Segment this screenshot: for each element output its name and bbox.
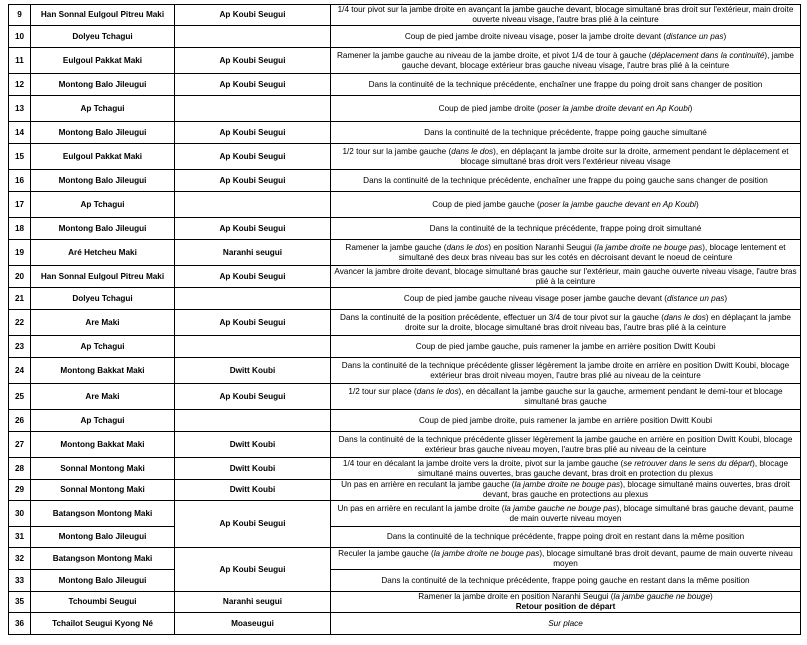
table-row <box>9 170 801 192</box>
description-text: ), blocage simultané mains ouvertes, bras gauche devant, bras droit en protection du plexus <box>418 458 789 478</box>
technique-name: Batangson Montong Maki <box>31 548 175 570</box>
step-number: 18 <box>9 218 31 240</box>
description-text: 1/2 tour sur place ( <box>348 386 417 396</box>
description-text: Un pas en arrière en reculant la jambe gauche ( <box>341 480 515 489</box>
technique-name: Sonnal Montong Maki <box>31 458 175 480</box>
stance-position: Ap Koubi Seugui <box>175 170 331 192</box>
description-text: 1/2 tour sur la jambe gauche ( <box>342 146 452 156</box>
kata-sequence-body <box>9 5 801 635</box>
stance-position: Ap Koubi Seugui <box>175 74 331 96</box>
stance-position: Dwitt Koubi <box>175 358 331 384</box>
technique-description <box>331 144 801 170</box>
description-text: Coup de pied jambe gauche niveau visage poser jambe gauche devant ( <box>403 293 667 303</box>
step-number: 11 <box>9 48 31 74</box>
step-number: 15 <box>9 144 31 170</box>
technique-description <box>331 570 801 592</box>
table-row <box>9 527 801 548</box>
description-italic-note: la jambe gauche ne bouge pas <box>504 503 617 513</box>
technique-description <box>331 501 801 527</box>
step-number: 22 <box>9 310 31 336</box>
technique-name: Ap Tchagui <box>31 192 175 218</box>
step-number: 12 <box>9 74 31 96</box>
step-number: 26 <box>9 410 31 432</box>
stance-position: Ap Koubi Seugui <box>175 144 331 170</box>
technique-name: Eulgoul Pakkat Maki <box>31 48 175 74</box>
technique-description <box>331 527 801 548</box>
description-italic-note: dans le dos <box>446 242 489 252</box>
technique-name: Tchoumbi Seugui <box>31 592 175 613</box>
technique-name: Are Maki <box>31 384 175 410</box>
description-text: ) en déplaçant la jambe droite sur la droite, blocage simultané bras droit niveau bas, l'autre bras plié à la ceinture <box>404 312 791 332</box>
description-text: 1/4 tour pivot sur la jambe droite en avançant la jambe gauche devant, blocage simultané bras droit sur l'extérieur, main droite ouverte niveau visage, l'autre bras plié à la ceinture <box>337 5 794 24</box>
technique-description <box>331 480 801 501</box>
table-row <box>9 192 801 218</box>
description-text: ) <box>695 199 699 209</box>
stance-position: Ap Koubi Seugui <box>175 5 331 26</box>
table-row <box>9 548 801 570</box>
description-text: Dans la continuité de la technique précédente, enchaîner une frappe du poing droit sans changer de position <box>368 79 763 89</box>
technique-description <box>331 74 801 96</box>
stance-position <box>175 26 331 48</box>
technique-name: Montong Balo Jileugui <box>31 527 175 548</box>
table-row <box>9 384 801 410</box>
description-text: 1/4 tour en décalant la jambe droite vers la droite, pivot sur la jambe gauche ( <box>342 458 624 468</box>
description-italic-note: dans le dos <box>451 146 494 156</box>
description-text: ) en position Naranhi Seugui ( <box>488 242 597 252</box>
technique-name: Montong Balo Jileugui <box>31 170 175 192</box>
technique-description <box>331 48 801 74</box>
description-text: Ramener la jambe gauche ( <box>345 242 447 252</box>
technique-name: Aré Hetcheu Maki <box>31 240 175 266</box>
technique-description <box>331 192 801 218</box>
stance-position: Naranhi seugui <box>175 592 331 613</box>
technique-description <box>331 266 801 288</box>
kata-table-sheet <box>8 4 800 635</box>
step-number: 23 <box>9 336 31 358</box>
description-text: ), blocage lentement et simultané des deux bras niveau bas sur les cotés en décroisant devant le noeud de ceinture <box>398 242 786 262</box>
technique-name: Han Sonnal Eulgoul Pitreu Maki <box>31 5 175 26</box>
description-text: Coup de pied jambe droite, puis ramener la jambe en arrière position Dwitt Koubi <box>418 415 713 425</box>
step-number: 35 <box>9 592 31 613</box>
table-row <box>9 336 801 358</box>
technique-description <box>331 384 801 410</box>
technique-description <box>331 122 801 144</box>
description-text: ), en déplaçant la jambe droite sur la droite, armement pendant le déplacement et blocage simultané bras droit vers l'extérieur niveau visage <box>460 146 789 166</box>
technique-name: Are Maki <box>31 310 175 336</box>
stance-position: Ap Koubi Seugui <box>175 48 331 74</box>
description-italic-note: poser la jambe gauche devant en Ap Koubi <box>539 199 696 209</box>
technique-description <box>331 613 801 635</box>
description-italic-note: la jambe droite ne bouge pas <box>596 242 703 252</box>
technique-name: Han Sonnal Eulgoul Pitreu Maki <box>31 266 175 288</box>
technique-description <box>331 548 801 570</box>
step-number: 19 <box>9 240 31 266</box>
table-row <box>9 480 801 501</box>
technique-name: Ap Tchagui <box>31 336 175 358</box>
description-text: ) <box>724 293 728 303</box>
table-row <box>9 358 801 384</box>
step-number: 14 <box>9 122 31 144</box>
description-italic-note: la jambe droite ne bouge pas <box>433 548 540 558</box>
technique-name: Eulgoul Pakkat Maki <box>31 144 175 170</box>
description-italic-note: la jambe gauche ne bouge <box>613 592 711 601</box>
step-number: 16 <box>9 170 31 192</box>
description-text: ), blocage simultané bras gauche devant, paume de main ouverte niveau moyen <box>509 503 794 523</box>
step-number: 32 <box>9 548 31 570</box>
technique-description <box>331 218 801 240</box>
step-number: 33 <box>9 570 31 592</box>
description-text: Coup de pied jambe gauche ( <box>432 199 540 209</box>
description-text: ) <box>689 103 693 113</box>
technique-name: Montong Balo Jileugui <box>31 570 175 592</box>
stance-position <box>175 288 331 310</box>
step-number: 29 <box>9 480 31 501</box>
technique-name: Montong Bakkat Maki <box>31 432 175 458</box>
step-number: 17 <box>9 192 31 218</box>
stance-position: Dwitt Koubi <box>175 458 331 480</box>
step-number: 21 <box>9 288 31 310</box>
description-italic-note: distance un pas <box>666 31 724 41</box>
description-text: Dans la continuité de la technique précédente, frappe poing droit en restant dans la même position <box>386 532 745 541</box>
technique-name: Batangson Montong Maki <box>31 501 175 527</box>
table-row <box>9 501 801 527</box>
technique-description <box>331 336 801 358</box>
description-italic-note: dans le dos <box>416 386 459 396</box>
stance-position: Ap Koubi Seugui <box>175 548 331 592</box>
table-row <box>9 310 801 336</box>
description-text: Coup de pied jambe droite ( <box>438 103 540 113</box>
step-number: 31 <box>9 527 31 548</box>
table-row <box>9 74 801 96</box>
stance-position: Ap Koubi Seugui <box>175 266 331 288</box>
technique-description <box>331 358 801 384</box>
description-text: Coup de pied jambe droite niveau visage, poser la jambe droite devant ( <box>404 31 667 41</box>
description-text: Reculer la jambe gauche ( <box>338 548 434 558</box>
description-text: ), en décallant la jambe gauche sur la gauche, armement pendant le demi-tour et blocage simultané bras gauche <box>458 386 783 406</box>
table-row <box>9 5 801 26</box>
technique-description <box>331 458 801 480</box>
technique-description <box>331 5 801 26</box>
table-row <box>9 592 801 613</box>
step-number: 13 <box>9 96 31 122</box>
step-number: 36 <box>9 613 31 635</box>
technique-name: Montong Bakkat Maki <box>31 358 175 384</box>
description-text: ), blocage simultané bras droit devant, paume de main ouverte niveau moyen <box>539 548 793 568</box>
table-row <box>9 613 801 635</box>
table-row <box>9 218 801 240</box>
step-number: 25 <box>9 384 31 410</box>
description-italic-note: poser la jambe droite devant en Ap Koubi <box>539 103 690 113</box>
technique-description <box>331 288 801 310</box>
technique-description <box>331 410 801 432</box>
technique-description <box>331 310 801 336</box>
table-row <box>9 570 801 592</box>
stance-position <box>175 192 331 218</box>
step-number: 24 <box>9 358 31 384</box>
technique-name: Montong Balo Jileugui <box>31 122 175 144</box>
description-bold-note: Retour position de départ <box>515 602 616 611</box>
technique-name: Tchailot Seugui Kyong Né <box>31 613 175 635</box>
stance-position: Dwitt Koubi <box>175 432 331 458</box>
description-text: Ramener la jambe droite en position Naranhi Seugui ( <box>418 592 614 601</box>
description-italic-note: distance un pas <box>667 293 725 303</box>
table-row <box>9 144 801 170</box>
table-row <box>9 266 801 288</box>
stance-position <box>175 96 331 122</box>
description-text: Dans la continuité de la position précédente, effectuer un 3/4 de tour pivot sur la gauche ( <box>340 312 664 322</box>
step-number: 28 <box>9 458 31 480</box>
description-text: Coup de pied jambe gauche, puis ramener la jambe en arrière position Dwitt Koubi <box>415 341 716 351</box>
step-number: 27 <box>9 432 31 458</box>
step-number: 30 <box>9 501 31 527</box>
description-text: Dans la continuité de la technique précédente, enchaîner une frappe du poing gauche sans changer de position <box>363 175 768 185</box>
stance-position: Ap Koubi Seugui <box>175 501 331 548</box>
description-text: Dans la continuité de la technique précédente glisser légèrement la jambe gauche en arrière en position Dwitt Koubi, blocage extérieur bras gauche niveau moyen, l'autre bras plié au niveau de la ceinture <box>338 434 793 454</box>
technique-name: Ap Tchagui <box>31 96 175 122</box>
technique-name: Montong Balo Jileugui <box>31 218 175 240</box>
description-italic-note: se retrouver dans le sens du départ <box>623 458 753 468</box>
step-number: 20 <box>9 266 31 288</box>
technique-description <box>331 26 801 48</box>
description-text: ) <box>723 31 727 41</box>
description-text: Dans la continuité de la technique précédente, frappe poing droit simultané <box>429 223 702 233</box>
technique-description <box>331 170 801 192</box>
table-row <box>9 96 801 122</box>
table-row <box>9 410 801 432</box>
table-row <box>9 26 801 48</box>
step-number: 9 <box>9 5 31 26</box>
technique-description <box>331 592 801 613</box>
stance-position: Dwitt Koubi <box>175 480 331 501</box>
technique-description <box>331 240 801 266</box>
description-text: Un pas en arrière en reculant la jambe droite ( <box>337 503 505 513</box>
table-row <box>9 458 801 480</box>
stance-position <box>175 336 331 358</box>
stance-position: Ap Koubi Seugui <box>175 122 331 144</box>
table-row <box>9 48 801 74</box>
description-text: Dans la continuité de la technique précédente glisser légèrement la jambe droite en arrière en position Dwitt Koubi, blocage extérieur bras droit niveau moyen, l'autre bras plié au niveau de la ceinture <box>341 360 790 380</box>
stance-position: Moaseugui <box>175 613 331 635</box>
technique-description <box>331 96 801 122</box>
description-text: ) <box>710 592 713 601</box>
stance-position: Naranhi seugui <box>175 240 331 266</box>
description-italic-note: dans le dos <box>663 312 706 322</box>
stance-position: Ap Koubi Seugui <box>175 310 331 336</box>
description-italic-note: Sur place <box>548 618 583 628</box>
table-row <box>9 432 801 458</box>
kata-sequence-table <box>8 4 801 635</box>
technique-name: Sonnal Montong Maki <box>31 480 175 501</box>
description-text: Ramener la jambe gauche au niveau de la jambe droite, et pivot 1/4 de tour à gauche ( <box>337 50 652 60</box>
description-text: Dans la continuité de la technique précédente, frappe poing gauche simultané <box>424 127 707 137</box>
table-row <box>9 288 801 310</box>
technique-name: Montong Balo Jileugui <box>31 74 175 96</box>
technique-name: Ap Tchagui <box>31 410 175 432</box>
technique-name: Dolyeu Tchagui <box>31 288 175 310</box>
stance-position <box>175 410 331 432</box>
table-row <box>9 240 801 266</box>
description-italic-note: déplacement dans la continuité <box>651 50 765 60</box>
step-number: 10 <box>9 26 31 48</box>
description-text: Dans la continuité de la technique précédente, frappe poing gauche en restant dans la même position <box>381 575 750 585</box>
technique-description <box>331 432 801 458</box>
description-text: ), jambe gauche devant, blocage extérieur bras gauche niveau visage, l'autre bras plié à la ceinture <box>401 50 794 70</box>
table-row <box>9 122 801 144</box>
description-text: Avancer la jambre droite devant, blocage simultané bras gauche sur l'extérieur, main gauche ouverte niveau visage, l'autre bras plié à la ceinture <box>334 266 797 286</box>
technique-name: Dolyeu Tchagui <box>31 26 175 48</box>
stance-position: Ap Koubi Seugui <box>175 218 331 240</box>
stance-position: Ap Koubi Seugui <box>175 384 331 410</box>
description-italic-note: la jambe droite ne bouge pas <box>514 480 621 489</box>
description-text: ), blocage simultané mains ouvertes, bras droit devant, bras gauche en protections au plexus <box>482 480 790 499</box>
